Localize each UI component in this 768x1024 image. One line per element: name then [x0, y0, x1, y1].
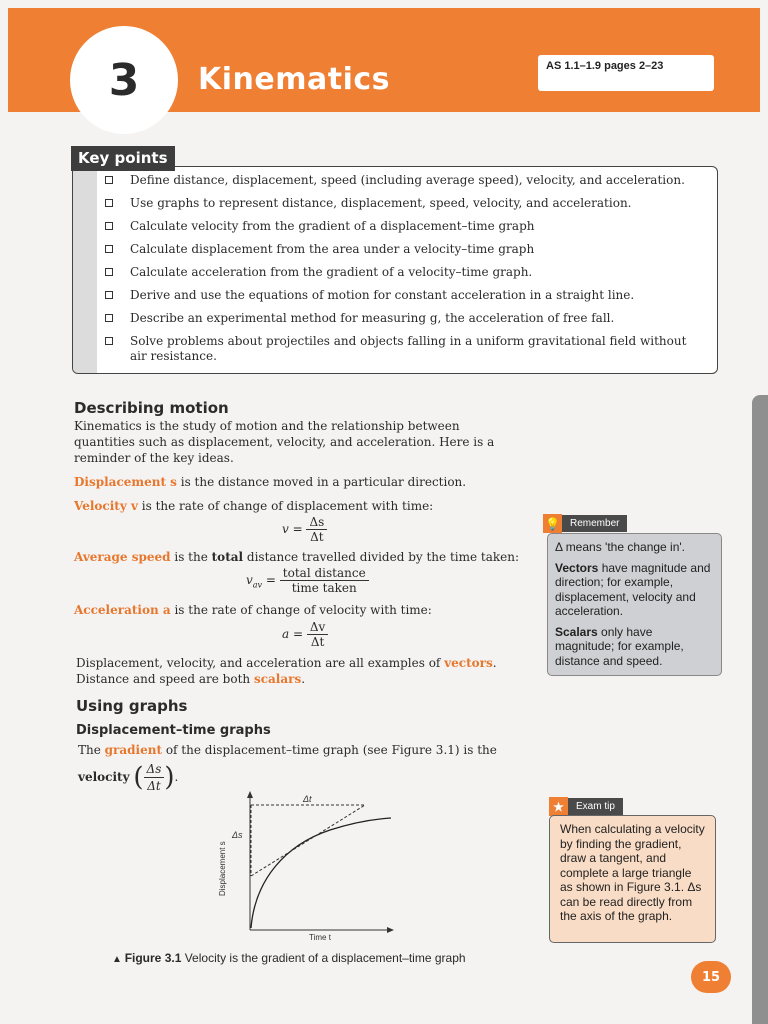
average-speed-equation: $v_{av}$ = $\frac{\text{total distance}}{\text{time taken}}$ [246, 566, 369, 595]
figure-caption: ▲ Figure 3.1 Velocity is the gradient of a displacement–time graph [112, 951, 466, 965]
star-icon: ★ [549, 797, 568, 816]
key-point-item: Calculate velocity from the gradient of a displacement–time graph [103, 219, 703, 234]
remember-box: Δ means 'the change in'. Vectors have magnitude and direction; for example, displacement, velocity and acceleration. Scalars only have magnitude; for example, distance and speed. [547, 533, 722, 676]
key-point-item: Calculate acceleration from the gradient of a velocity–time graph. [103, 265, 703, 280]
acceleration-equation: a = $\frac{\Delta v}{\Delta t}$ [282, 620, 328, 649]
exam-tip-tab: ★ Exam tip [550, 798, 623, 815]
key-point-item: Define distance, displacement, speed (including average speed), velocity, and acceleration. [103, 173, 703, 188]
key-points-list [103, 173, 703, 372]
checkbox-icon[interactable] [105, 199, 113, 207]
checkbox-icon[interactable] [105, 176, 113, 184]
x-axis-label: Time t [309, 933, 331, 942]
figure-3-1-graph [205, 790, 405, 950]
velocity-equation: v = $\frac{\Delta s}{\Delta t}$ [282, 515, 327, 544]
acceleration-fraction: $\frac{\Delta v}{\Delta t}$ [307, 620, 328, 649]
key-points-box [72, 166, 718, 374]
vectors-scalars-paragraph: Displacement, velocity, and acceleration are all examples of vectors. Distance and speed are both scalars. [76, 656, 497, 686]
key-point-item: Calculate displacement from the area under a velocity–time graph [103, 242, 703, 257]
section-heading-using-graphs: Using graphs [76, 697, 188, 715]
average-speed-fraction: $\frac{\text{total distance}}{\text{time taken}}$ [280, 566, 369, 595]
velocity-fraction: $\frac{\Delta s}{\Delta t}$ [306, 515, 327, 544]
velocity-gradient-line: velocity ( $\frac{\Delta s}{\Delta t}$ ). [78, 762, 179, 793]
displacement-curve [251, 818, 391, 928]
key-point-item: Derive and use the equations of motion for constant acceleration in a straight line. [103, 288, 703, 303]
gradient-fraction: $\frac{\Delta s}{\Delta t}$ [144, 761, 165, 794]
triangle-icon: ▲ [112, 954, 125, 965]
average-speed-definition: Average speed is the total distance travelled divided by the time taken: [74, 550, 520, 564]
delta-t-label: Δt [303, 794, 312, 804]
subheading-displacement-time: Displacement–time graphs [76, 723, 271, 738]
checkbox-icon[interactable] [105, 222, 113, 230]
checkbox-icon[interactable] [105, 245, 113, 253]
gradient-paragraph: The gradient of the displacement–time graph (see Figure 3.1) is the [78, 743, 497, 757]
key-point-item: Solve problems about projectiles and objects falling in a uniform gravitational field without air resistance. [103, 334, 703, 364]
x-axis-arrow-icon [387, 927, 394, 933]
key-points-strip [73, 167, 97, 373]
acceleration-definition: Acceleration a is the rate of change of velocity with time: [74, 603, 432, 617]
checkbox-icon[interactable] [105, 314, 113, 322]
y-axis-arrow-icon [247, 791, 253, 798]
checkbox-icon[interactable] [105, 291, 113, 299]
page-number: 15 [691, 961, 731, 993]
intro-paragraph: Kinematics is the study of motion and the relationship between quantities such as displacement, velocity, and acceleration. Here is a reminder of the key ideas. [74, 419, 495, 465]
tangent-line [251, 805, 365, 876]
y-axis-label: Displacement s [218, 841, 227, 896]
velocity-definition: Velocity v is the rate of change of displacement with time: [74, 499, 434, 513]
delta-s-label: Δs [232, 830, 243, 840]
section-heading-describing-motion: Describing motion [74, 399, 229, 417]
displacement-definition: Displacement s is the distance moved in a particular direction. [74, 475, 467, 489]
remember-tab: 💡 Remember [544, 515, 627, 532]
checkbox-icon[interactable] [105, 337, 113, 345]
key-points-label: Key points [71, 146, 175, 171]
page-edge-tab [752, 395, 768, 1024]
lightbulb-icon: 💡 [543, 514, 562, 533]
key-point-item: Use graphs to represent distance, displacement, speed, velocity, and acceleration. [103, 196, 703, 211]
checkbox-icon[interactable] [105, 268, 113, 276]
exam-tip-box: When calculating a velocity by finding the gradient, draw a tangent, and complete a large triangle as shown in Figure 3.1. Δs can be read directly from the axis of the graph. [549, 815, 716, 943]
spec-reference: AS 1.1–1.9 pages 2–23 [538, 55, 714, 91]
chapter-title: Kinematics [198, 62, 391, 97]
chapter-number: 3 [70, 26, 178, 134]
key-point-item: Describe an experimental method for measuring g, the acceleration of free fall. [103, 311, 703, 326]
